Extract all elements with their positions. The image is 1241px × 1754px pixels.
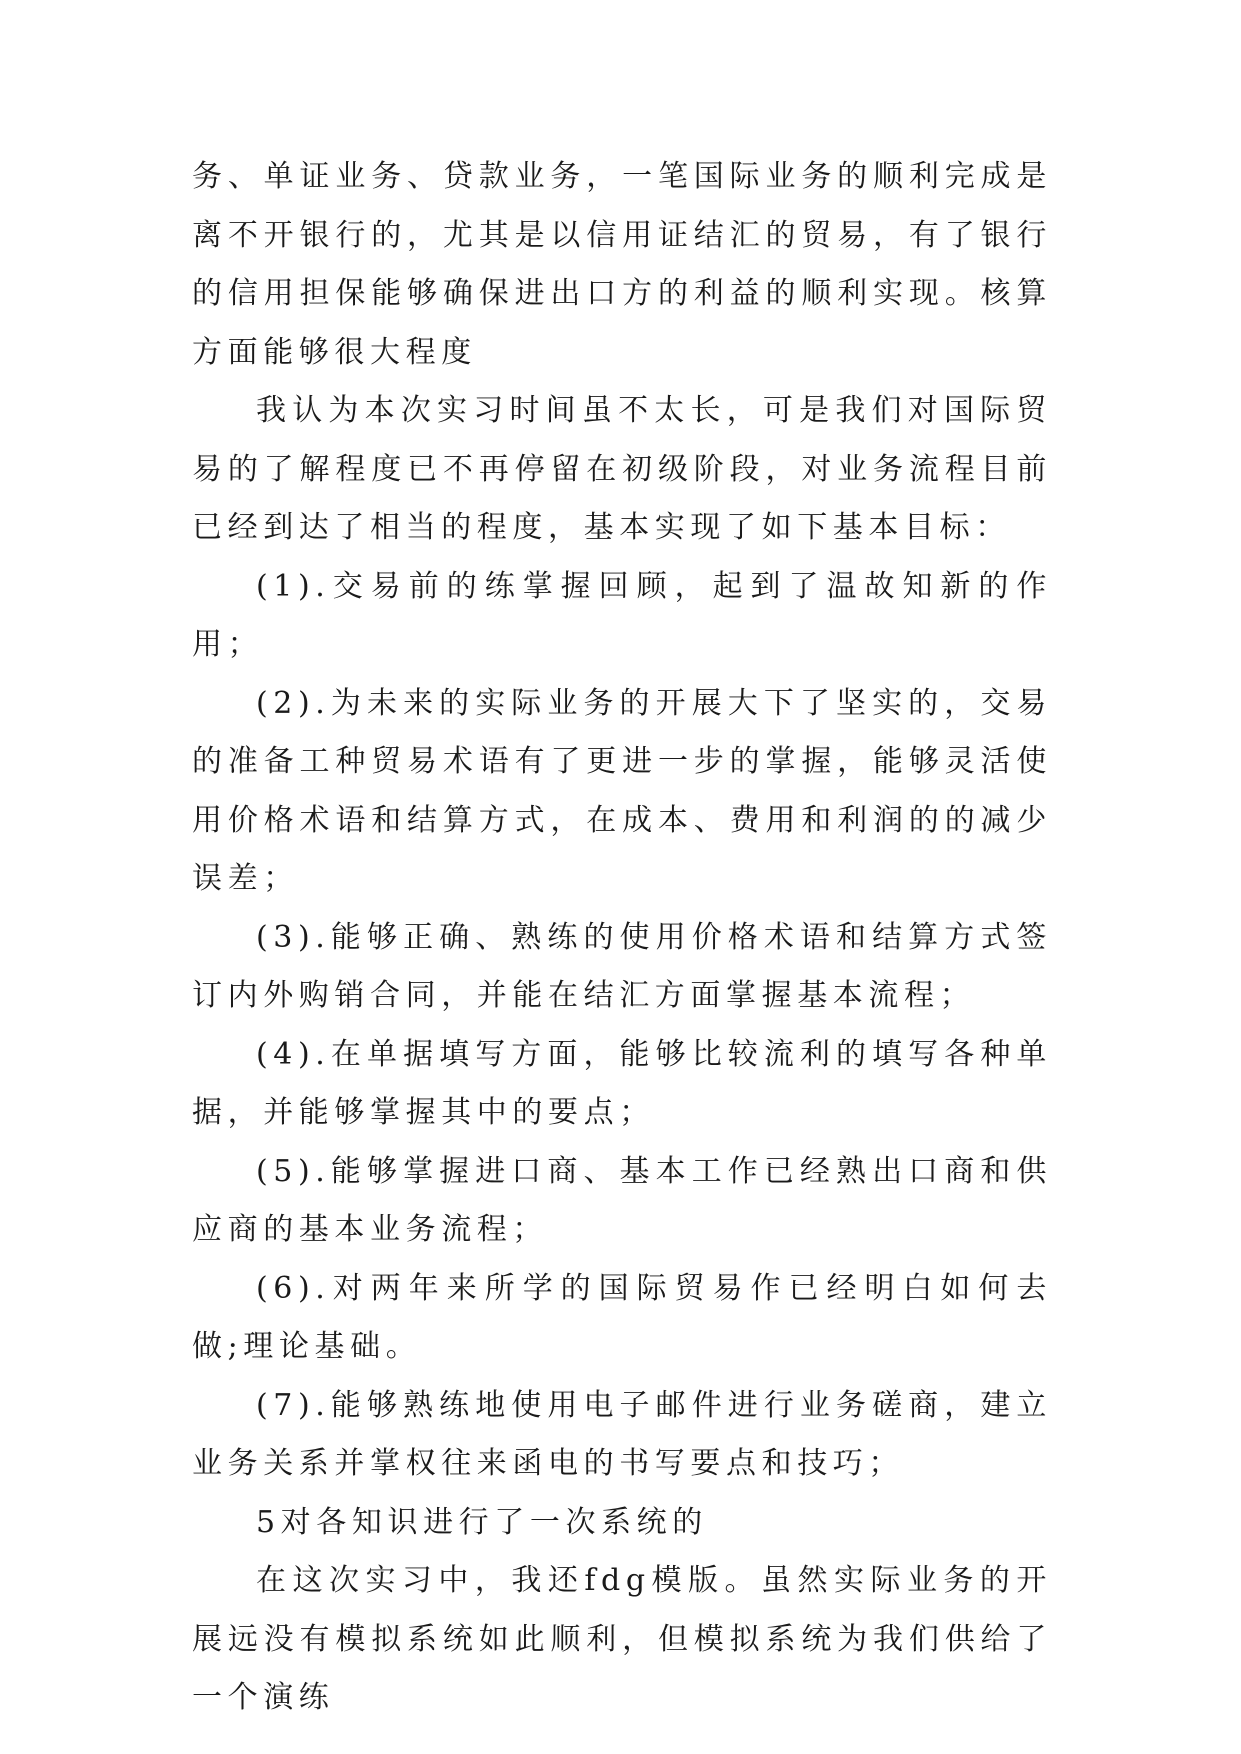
paragraph-continued: 务、单证业务、贷款业务，一笔国际业务的顺利完成是离不开银行的，尤其是以信用证结汇的贸易，有了银行的信用担保能够确保进出口方的利益的顺利实现。核算方面能够很大程度: [192, 159, 1052, 370]
document-body: [192, 148, 1052, 1728]
list-item-3: (3).能够正确、熟练的使用价格术语和结算方式签订内外购销合同，并能在结汇方面掌握基本流程；: [192, 919, 1052, 1013]
list-item-1: (1).交易前的练掌握回顾，起到了温故知新的作用；: [192, 568, 1052, 662]
list-item-2: (2).为未来的实际业务的开展大下了坚实的，交易的准备工种贸易术语有了更进一步的掌握，能够灵活使用价格术语和结算方式，在成本、费用和利润的的减少误差；: [192, 685, 1052, 896]
list-item-7: (7).能够熟练地使用电子邮件进行业务磋商，建立业务关系并掌权往来函电的书写要点和技巧；: [192, 1387, 1052, 1481]
list-item-8: 5对各知识进行了一次系统的: [256, 1504, 708, 1540]
paragraph-closing: 在这次实习中，我还fdg模版。虽然实际业务的开展远没有模拟系统如此顺利，但模拟系统为我们供给了一个演练: [192, 1563, 1052, 1715]
paragraph-internship-summary: 我认为本次实习时间虽不太长，可是我们对国际贸易的了解程度已不再停留在初级阶段，对业务流程目前已经到达了相当的程度，基本实现了如下基本目标：: [192, 393, 1052, 545]
list-item-4: (4).在单据填写方面，能够比较流利的填写各种单据，并能够掌握其中的要点；: [192, 1036, 1052, 1130]
list-item-6: (6).对两年来所学的国际贸易作已经明白如何去做;理论基础。: [192, 1270, 1052, 1364]
list-item-5: (5).能够掌握进口商、基本工作已经熟出口商和供应商的基本业务流程；: [192, 1153, 1052, 1247]
